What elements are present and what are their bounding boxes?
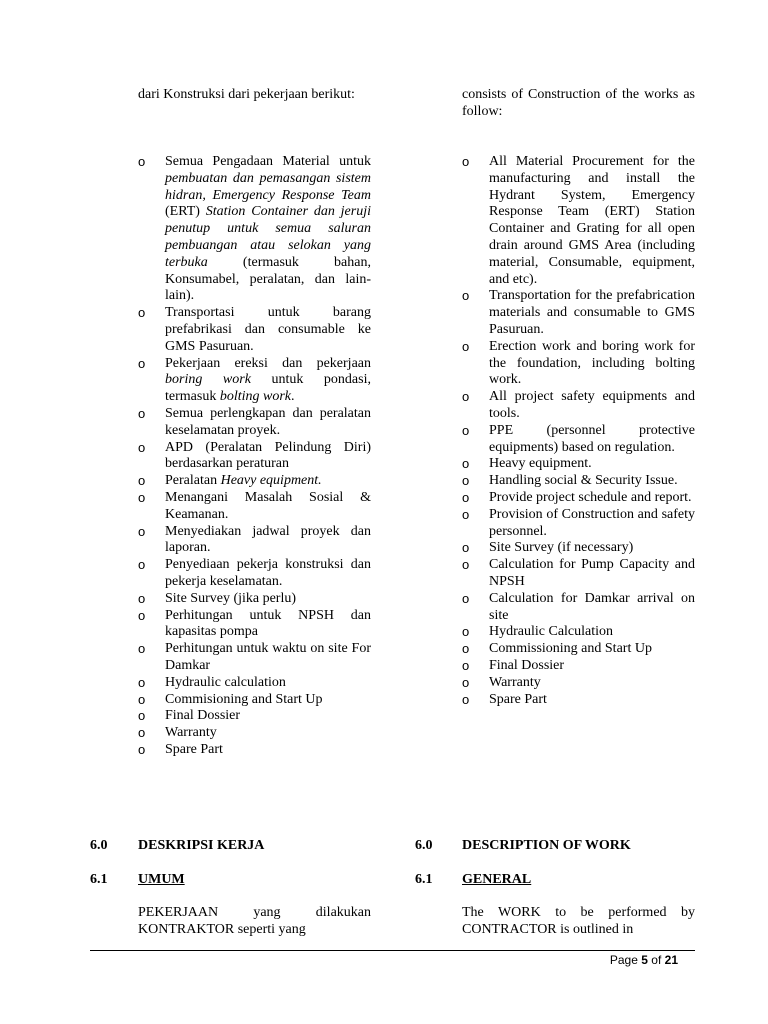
right-list-item-text: All project safety equipments and tools. bbox=[489, 389, 695, 421]
left-list-item-text: Perhitungan untuk NPSH dan kapasitas pompa bbox=[165, 607, 371, 640]
left-list-item-text: Peralatan bbox=[165, 473, 221, 489]
left-section-title: DESKRIPSI KERJA bbox=[138, 838, 265, 853]
left-list-item-text: Perhitungan untuk waktu on site For Damkar bbox=[165, 641, 371, 673]
right-list-item-text: Heavy equipment. bbox=[489, 456, 592, 472]
right-list-item bbox=[462, 288, 695, 338]
bullet-icon: o bbox=[138, 489, 146, 505]
left-intro: dari Konstruksi dari pekerjaan berikut: bbox=[138, 87, 355, 102]
right-list-item bbox=[462, 154, 695, 288]
bullet-icon: o bbox=[138, 305, 146, 321]
left-bullet-list bbox=[138, 154, 371, 759]
right-list-item-text: Provision of Construction and safety personnel. bbox=[489, 506, 695, 539]
right-list-item-text: Handling social & Security Issue. bbox=[489, 473, 678, 489]
right-list-item bbox=[462, 641, 695, 658]
right-intro: consists of Construction of the works as follow: bbox=[462, 87, 695, 119]
page-total: 21 bbox=[664, 953, 678, 967]
bullet-icon: o bbox=[462, 473, 470, 489]
left-list-item bbox=[138, 708, 371, 725]
left-list-item bbox=[138, 356, 371, 406]
left-list-item-text: Commisioning and Start Up bbox=[165, 691, 323, 707]
left-list-item-text: untuk pondasi, termasuk bbox=[165, 372, 371, 405]
bullet-icon: o bbox=[462, 557, 470, 573]
bullet-icon: o bbox=[462, 691, 470, 707]
left-list-item bbox=[138, 725, 371, 742]
right-list-item-text: Calculation for Damkar arrival on site bbox=[489, 590, 695, 623]
right-section-number: 6.0 bbox=[415, 838, 433, 853]
left-list-item bbox=[138, 524, 371, 558]
bullet-icon: o bbox=[138, 473, 146, 489]
left-list-item-text: Final Dossier bbox=[165, 708, 241, 724]
of-label: of bbox=[651, 953, 662, 967]
right-list-item bbox=[462, 339, 695, 389]
bullet-icon: o bbox=[138, 590, 146, 606]
left-list-item-text: Transportasi untuk barang prefabrikasi dan consumable ke GMS Pasuruan. bbox=[165, 305, 371, 354]
left-list-item bbox=[138, 692, 371, 709]
bullet-icon: o bbox=[138, 557, 146, 573]
right-list-item bbox=[462, 507, 695, 541]
bullet-icon: o bbox=[138, 405, 146, 421]
bullet-icon: o bbox=[138, 355, 146, 371]
right-bullet-list bbox=[462, 154, 695, 708]
left-list-item bbox=[138, 742, 371, 759]
bullet-icon: o bbox=[462, 288, 470, 304]
left-list-item-text: APD (Peralatan Pelindung Diri) berdasarkan peraturan bbox=[165, 439, 371, 472]
bullet-icon: o bbox=[138, 708, 146, 724]
left-list-item-text: Spare Part bbox=[165, 741, 223, 757]
bullet-icon: o bbox=[138, 725, 146, 741]
left-list-item-text: (termasuk bahan, Konsumabel, peralatan, dan lain-lain). bbox=[165, 254, 371, 304]
bullet-icon: o bbox=[138, 523, 146, 539]
right-list-item bbox=[462, 675, 695, 692]
left-list-item-text: Pekerjaan ereksi dan pekerjaan bbox=[165, 355, 371, 371]
right-list-item bbox=[462, 456, 695, 473]
left-list-item bbox=[138, 490, 371, 524]
bullet-icon: o bbox=[138, 607, 146, 623]
right-list-item bbox=[462, 423, 695, 457]
left-paragraph: PEKERJAAN yang dilakukan KONTRAKTOR seperti yang bbox=[138, 905, 371, 937]
left-subsection-number: 6.1 bbox=[90, 872, 108, 887]
left-list-item-text: boring work bbox=[165, 372, 251, 388]
right-list-item bbox=[462, 692, 695, 709]
left-subsection-title: UMUM bbox=[138, 872, 185, 887]
left-list-item bbox=[138, 591, 371, 608]
left-list-item bbox=[138, 305, 371, 355]
right-list-item-text: Provide project schedule and report. bbox=[489, 489, 692, 505]
right-list-item bbox=[462, 473, 695, 490]
left-list-item-text: Warranty bbox=[165, 725, 217, 741]
bullet-icon: o bbox=[462, 456, 470, 472]
right-list-item-text: Site Survey (if necessary) bbox=[489, 540, 634, 556]
right-section-title: DESCRIPTION OF WORK bbox=[462, 838, 631, 853]
left-list-item-text: (ERT) bbox=[165, 204, 206, 220]
right-list-item-text: Erection work and boring work for the foundation, including bolting work. bbox=[489, 338, 695, 388]
left-list-item bbox=[138, 675, 371, 692]
right-subsection-number: 6.1 bbox=[415, 872, 433, 887]
page-label: Page bbox=[609, 953, 638, 967]
left-list-item bbox=[138, 641, 371, 675]
bullet-icon: o bbox=[462, 624, 470, 640]
right-list-item bbox=[462, 540, 695, 557]
right-list-item-text: PPE (personnel protective equipments) based on regulation. bbox=[489, 422, 695, 455]
left-list-item bbox=[138, 557, 371, 591]
left-list-item bbox=[138, 406, 371, 440]
bullet-icon: o bbox=[462, 506, 470, 522]
left-list-item-text: bolting work bbox=[219, 389, 291, 405]
right-list-item-text: Commissioning and Start Up bbox=[489, 641, 652, 657]
bullet-icon: o bbox=[138, 691, 146, 707]
right-list-item bbox=[462, 490, 695, 507]
left-list-item-text: Station Container dan jeruji penutup untuk semua saluran pembuangan atau selokan yang terbuka bbox=[165, 204, 371, 270]
bullet-icon: o bbox=[138, 741, 146, 757]
right-list-item-text: Calculation for Pump Capacity and NPSH bbox=[489, 557, 695, 589]
left-list-item-text: Penyediaan pekerja konstruksi dan pekerja keselamatan. bbox=[165, 557, 371, 589]
page-number: 5 bbox=[641, 953, 648, 967]
bullet-icon: o bbox=[462, 641, 470, 657]
left-list-item bbox=[138, 473, 371, 490]
bullet-icon: o bbox=[138, 674, 146, 690]
left-list-item-text: Menyediakan jadwal proyek dan laporan. bbox=[165, 523, 371, 556]
bullet-icon: o bbox=[462, 154, 470, 169]
bullet-icon: o bbox=[138, 641, 146, 657]
left-list-item-text: Semua perlengkapan dan peralatan keselamatan proyek. bbox=[165, 405, 371, 438]
bullet-icon: o bbox=[138, 439, 146, 455]
right-list-item-text: All Material Procurement for the manufacturing and install the Hydrant System, Emergency Response Team (ERT) Station Container and Grating for all open drain around GMS Area (including material, Consumable, equipment, and etc). bbox=[489, 154, 695, 287]
left-list-item-text: pembuatan dan pemasangan sistem hidran, Emergency Response Team bbox=[165, 170, 371, 203]
left-list-item-text: Heavy equipment. bbox=[220, 473, 322, 489]
bullet-icon: o bbox=[462, 389, 470, 405]
right-list-item bbox=[462, 557, 695, 591]
right-paragraph: The WORK to be performed by CONTRACTOR is outlined in bbox=[462, 905, 695, 937]
right-list-item-text: Hydraulic Calculation bbox=[489, 624, 614, 640]
right-list-item-text: Transportation for the prefabrication materials and consumable to GMS Pasuruan. bbox=[489, 288, 695, 337]
left-list-item-text: Hydraulic calculation bbox=[165, 674, 286, 690]
left-list-item bbox=[138, 154, 371, 305]
right-list-item-text: Spare Part bbox=[489, 691, 547, 707]
page-footer bbox=[610, 952, 678, 969]
left-list-item-text: Menangani Masalah Sosial & Keamanan. bbox=[165, 489, 371, 522]
bullet-icon: o bbox=[462, 657, 470, 673]
bullet-icon: o bbox=[462, 489, 470, 505]
bullet-icon: o bbox=[462, 338, 470, 354]
left-list-item bbox=[138, 440, 371, 474]
left-list-item-text: Semua Pengadaan Material untuk bbox=[165, 154, 371, 169]
right-list-item bbox=[462, 624, 695, 641]
bullet-icon: o bbox=[138, 154, 146, 169]
right-list-item bbox=[462, 389, 695, 423]
bullet-icon: o bbox=[462, 590, 470, 606]
left-list-item-text: . bbox=[291, 389, 295, 405]
right-subsection-title: GENERAL bbox=[462, 872, 532, 887]
bullet-icon: o bbox=[462, 422, 470, 438]
right-list-item-text: Final Dossier bbox=[489, 657, 565, 673]
right-list-item-text: Warranty bbox=[489, 674, 541, 690]
left-list-item bbox=[138, 608, 371, 642]
left-section-number: 6.0 bbox=[90, 838, 108, 853]
footer-rule bbox=[90, 950, 695, 951]
bullet-icon: o bbox=[462, 540, 470, 556]
right-list-item bbox=[462, 591, 695, 625]
bullet-icon: o bbox=[462, 674, 470, 690]
right-list-item bbox=[462, 658, 695, 675]
left-list-item-text: Site Survey (jika perlu) bbox=[165, 590, 297, 606]
